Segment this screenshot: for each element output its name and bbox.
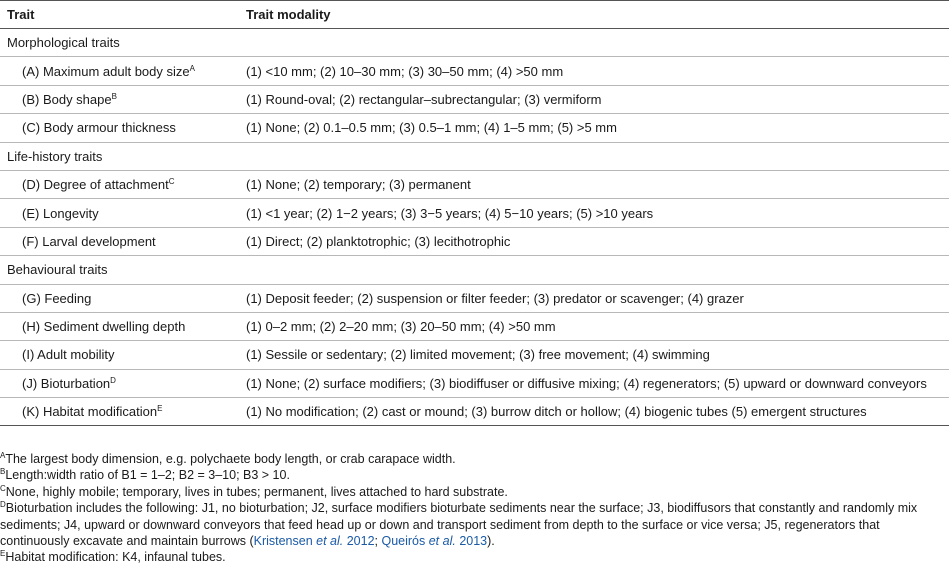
- modality-cell: (1) Direct; (2) planktotrophic; (3) lecithotrophic: [238, 227, 949, 255]
- trait-name: (F) Larval development: [22, 233, 156, 249]
- modality-cell: (1) None; (2) 0.1–0.5 mm; (3) 0.5–1 mm; (4) 1–5 mm; (5) >5 mm: [238, 114, 949, 142]
- footnote-ref: E: [157, 404, 163, 414]
- trait-cell: [0, 284, 238, 312]
- citation-link-queiros[interactable]: Queirós et al. 2013: [381, 534, 488, 549]
- footnote-text: Length:width ratio of B1 = 1–2; B2 = 3–10; B3 > 10.: [5, 468, 290, 483]
- footnote-e: [0, 549, 945, 565]
- modality-cell: (1) 0–2 mm; (2) 2–20 mm; (3) 20–50 mm; (4) >50 mm: [238, 312, 949, 340]
- modality-cell: (1) No modification; (2) cast or mound; (3) burrow ditch or hollow; (4) biogenic tubes (5) emergent structures: [238, 398, 949, 426]
- header-trait: Trait: [0, 1, 238, 29]
- trait-cell: [0, 199, 238, 227]
- footnote-text: The largest body dimension, e.g. polychaete body length, or crab carapace width.: [5, 452, 456, 466]
- trait-name: (D) Degree of attachment: [22, 177, 169, 193]
- trait-cell: [0, 114, 238, 142]
- footnote-d: [0, 500, 945, 549]
- footnote-ref: C: [168, 177, 175, 187]
- modality-cell: (1) None; (2) temporary; (3) permanent: [238, 170, 949, 198]
- header-row: [0, 1, 949, 29]
- group-row: [0, 142, 949, 170]
- group-heading: Life-history traits: [0, 142, 949, 170]
- trait-name: (K) Habitat modification: [22, 404, 158, 420]
- trait-cell: [0, 398, 238, 426]
- modality-cell: (1) <10 mm; (2) 10–30 mm; (3) 30–50 mm; (4) >50 mm: [238, 57, 949, 85]
- trait-cell: [0, 341, 238, 369]
- footnote-mark: C: [0, 483, 6, 493]
- trait-name: (I) Adult mobility: [22, 347, 115, 363]
- header-modality: Trait modality: [238, 1, 949, 29]
- footnote-c: [0, 484, 945, 500]
- group-heading: Morphological traits: [0, 29, 949, 57]
- table-row: [0, 341, 949, 369]
- trait-cell: [0, 170, 238, 198]
- table-row: [0, 57, 949, 85]
- trait-cell: [0, 57, 238, 85]
- trait-name: (J) Bioturbation: [22, 375, 111, 391]
- footnote-mark: D: [0, 500, 6, 510]
- trait-name: (C) Body armour thickness: [22, 120, 176, 136]
- trait-cell: [0, 85, 238, 113]
- footnote-ref: A: [189, 63, 195, 73]
- table-row: [0, 369, 949, 397]
- footnote-mark: A: [0, 451, 6, 460]
- table-row: [0, 227, 949, 255]
- footnote-ref: B: [111, 91, 117, 101]
- trait-name: (E) Longevity: [22, 205, 99, 221]
- table-row: [0, 85, 949, 113]
- trait-cell: [0, 369, 238, 397]
- footnote-b: [0, 467, 945, 483]
- table-row: [0, 312, 949, 340]
- table-row: [0, 170, 949, 198]
- table-row: [0, 398, 949, 426]
- modality-cell: (1) None; (2) surface modifiers; (3) biodiffuser or diffusive mixing; (4) regenerators; (5) upward or downward conveyors: [238, 369, 949, 397]
- trait-cell: [0, 312, 238, 340]
- footnote-ref: D: [110, 375, 116, 385]
- trait-name: (H) Sediment dwelling depth: [22, 319, 186, 335]
- citation-separator: ;: [374, 534, 382, 549]
- group-heading: Behavioural traits: [0, 256, 949, 284]
- footnotes: [0, 451, 945, 566]
- citation-link-kristensen[interactable]: Kristensen et al. 2012: [253, 534, 375, 549]
- footnote-text: Bioturbation includes the following: J1, no bioturbation; J2, surface modifiers bioturbate sediments near the surface; J3, biodiffusors that constantly and randomly mix sediments; J4, upward or downward conveyors that feed head up or down and transport sediment from depth to the surface or vice versa; J5, regenerators that continuously excavate and maintain burrows (: [0, 501, 918, 549]
- footnote-text: None, highly mobile; temporary, lives in tubes; permanent, lives attached to hard substrate.: [5, 484, 508, 499]
- footnote-end: ).: [487, 534, 495, 549]
- modality-cell: (1) <1 year; (2) 1−2 years; (3) 3−5 years; (4) 5−10 years; (5) >10 years: [238, 199, 949, 227]
- modality-cell: (1) Round-oval; (2) rectangular–subrectangular; (3) vermiform: [238, 85, 949, 113]
- trait-cell: [0, 227, 238, 255]
- table-row: [0, 114, 949, 142]
- modality-cell: (1) Deposit feeder; (2) suspension or filter feeder; (3) predator or scavenger; (4) grazer: [238, 284, 949, 312]
- footnote-mark: E: [0, 549, 6, 559]
- footnote-a: [0, 451, 945, 467]
- group-row: [0, 256, 949, 284]
- table-body: [0, 29, 949, 426]
- footnote-mark: B: [0, 467, 6, 477]
- footnote-text: Habitat modification: K4, infaunal tubes.: [5, 550, 226, 565]
- trait-name: (A) Maximum adult body size: [22, 63, 190, 79]
- group-row: [0, 29, 949, 57]
- trait-name: (G) Feeding: [22, 290, 92, 306]
- trait-name: (B) Body shape: [22, 91, 112, 107]
- modality-cell: (1) Sessile or sedentary; (2) limited movement; (3) free movement; (4) swimming: [238, 341, 949, 369]
- table-row: [0, 284, 949, 312]
- table-row: [0, 199, 949, 227]
